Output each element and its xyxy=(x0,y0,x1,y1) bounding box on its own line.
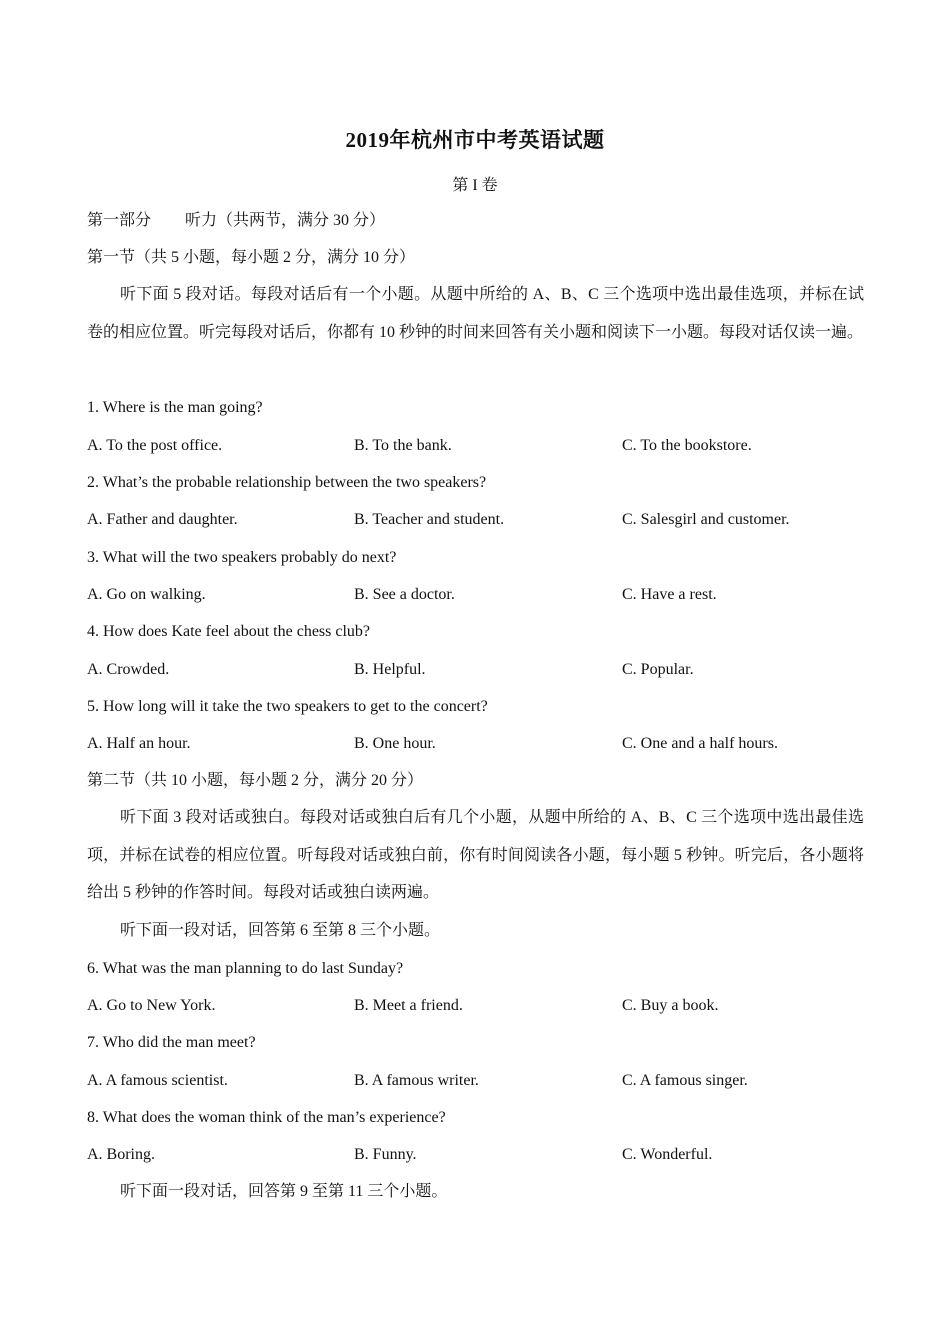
q3-option-b: B. See a doctor. xyxy=(354,586,455,603)
section2-heading: 第二节（共 10 小题，每小题 2 分，满分 20 分） xyxy=(87,772,424,789)
q6-option-a: A. Go to New York. xyxy=(87,997,216,1014)
q1-option-b: B. To the bank. xyxy=(354,437,452,454)
dialog1-note: 听下面一段对话，回答第 6 至第 8 三个小题。 xyxy=(120,922,441,939)
q2-option-a: A. Father and daughter. xyxy=(87,511,238,528)
q5-option-c: C. One and a half hours. xyxy=(622,735,778,752)
q6-option-b: B. Meet a friend. xyxy=(354,997,463,1014)
question-7: 7. Who did the man meet? xyxy=(87,1034,256,1051)
question-5: 5. How long will it take the two speakers to get to the concert? xyxy=(87,698,488,715)
question-1: 1. Where is the man going? xyxy=(87,399,263,416)
question-3: 3. What will the two speakers probably do next? xyxy=(87,549,397,566)
volume-label: 第 I 卷 xyxy=(452,177,498,194)
q7-option-c: C. A famous singer. xyxy=(622,1072,748,1089)
section2-instructions: 听下面 3 段对话或独白。每段对话或独白后有几个小题，从题中所给的 A、B、C 三个选项中选出最佳选项，并标在试卷的相应位置。听每段对话或独白前，你有时间阅读各小题，每小题 5 秒钟。听完后，各小题将给出 5 秒钟的作答时间。每段对话或独白读两遍。 xyxy=(87,809,864,901)
q7-option-b: B. A famous writer. xyxy=(354,1072,479,1089)
q3-option-a: A. Go on walking. xyxy=(87,586,206,603)
q4-option-c: C. Popular. xyxy=(622,661,694,678)
q4-option-a: A. Crowded. xyxy=(87,661,170,678)
q5-option-a: A. Half an hour. xyxy=(87,735,191,752)
question-2: 2. What’s the probable relationship between the two speakers? xyxy=(87,474,487,491)
question-6: 6. What was the man planning to do last Sunday? xyxy=(87,960,404,977)
question-4: 4. How does Kate feel about the chess club? xyxy=(87,623,371,640)
dialog2-note: 听下面一段对话，回答第 9 至第 11 三个小题。 xyxy=(120,1183,448,1200)
q6-option-c: C. Buy a book. xyxy=(622,997,719,1014)
section1-instructions: 听下面 5 段对话。每段对话后有一个小题。从题中所给的 A、B、C 三个选项中选出最佳选项，并标在试卷的相应位置。听完每段对话后，你都有 10 秒钟的时间来回答有关小题和阅读下一小题。每段对话仅读一遍。 xyxy=(87,286,864,341)
question-8: 8. What does the woman think of the man’s experience? xyxy=(87,1109,446,1126)
q3-option-c: C. Have a rest. xyxy=(622,586,717,603)
q2-option-b: B. Teacher and student. xyxy=(354,511,505,528)
q8-option-b: B. Funny. xyxy=(354,1146,417,1163)
part1-label: 听力（共两节，满分 30 分） xyxy=(185,212,386,229)
q5-option-b: B. One hour. xyxy=(354,735,436,752)
q1-option-a: A. To the post office. xyxy=(87,437,223,454)
section1-heading: 第一节（共 5 小题，每小题 2 分，满分 10 分） xyxy=(87,249,416,266)
q8-option-a: A. Boring. xyxy=(87,1146,155,1163)
q7-option-a: A. A famous scientist. xyxy=(87,1072,228,1089)
part1-name: 第一部分 xyxy=(87,212,152,229)
q8-option-c: C. Wonderful. xyxy=(622,1146,713,1163)
q1-option-c: C. To the bookstore. xyxy=(622,437,752,454)
part1-heading xyxy=(87,210,385,232)
q2-option-c: C. Salesgirl and customer. xyxy=(622,511,790,528)
q4-option-b: B. Helpful. xyxy=(354,661,426,678)
exam-title: 2019年杭州市中考英语试题 xyxy=(345,128,605,152)
